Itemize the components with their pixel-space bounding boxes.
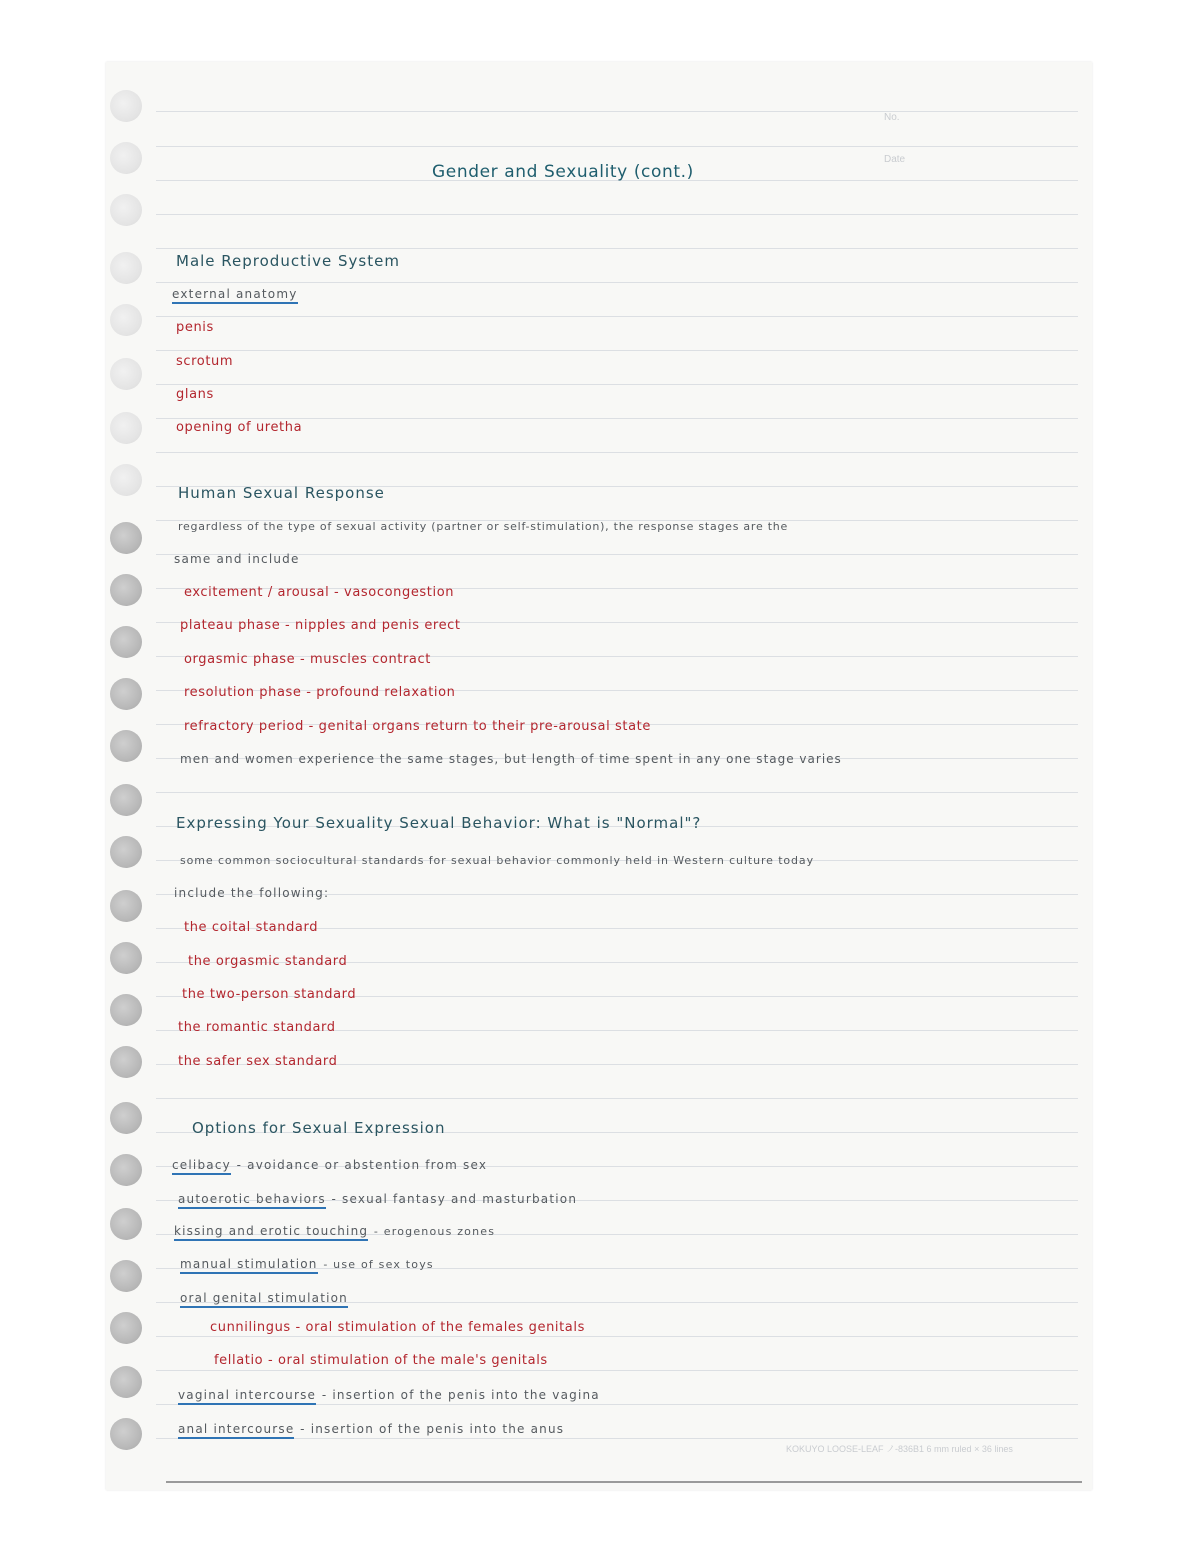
ruled-line <box>156 1370 1078 1371</box>
binder-hole <box>110 574 142 606</box>
binder-hole <box>110 890 142 922</box>
date-label: Date <box>884 154 906 165</box>
option-row-celibacy <box>172 1154 487 1173</box>
binder-hole <box>110 1260 142 1292</box>
desc-kissing: - erogenous zones <box>373 1225 496 1238</box>
normal-intro-line2: include the following: <box>174 886 330 900</box>
list-item: penis <box>176 320 214 335</box>
list-item: resolution phase - profound relaxation <box>184 685 456 700</box>
ruled-line <box>156 350 1078 351</box>
section-heading-sexual-response: Human Sexual Response <box>178 484 385 502</box>
ruled-line <box>156 146 1078 147</box>
ruled-line <box>156 111 1078 112</box>
binder-hole <box>110 412 142 444</box>
list-item: the romantic standard <box>178 1020 336 1035</box>
option-row-vaginal <box>178 1384 600 1403</box>
list-item: opening of uretha <box>176 420 303 435</box>
binder-hole <box>110 358 142 390</box>
ruled-line <box>156 384 1078 385</box>
desc-anal: - insertion of the penis into the anus <box>300 1422 565 1436</box>
list-item: refractory period - genital organs return to their pre-arousal state <box>184 719 651 734</box>
list-item: the safer sex standard <box>178 1054 338 1069</box>
list-item: the two-person standard <box>182 987 357 1002</box>
option-fellatio: fellatio - oral stimulation of the male's genitals <box>214 1353 548 1368</box>
option-row-kissing <box>174 1220 495 1239</box>
ruled-line <box>156 418 1078 419</box>
binder-hole <box>110 522 142 554</box>
no-label: No. <box>884 112 900 123</box>
list-item: excitement / arousal - vasocongestion <box>184 585 455 600</box>
paper-footer: KOKUYO LOOSE-LEAF ノ-836B1 6 mm ruled × 36 lines <box>786 1444 1013 1454</box>
term-celibacy: celibacy <box>172 1158 231 1175</box>
desc-autoerotic: - sexual fantasy and masturbation <box>331 1192 578 1206</box>
binder-hole <box>110 90 142 122</box>
page-bottom-edge <box>166 1481 1082 1483</box>
list-item: plateau phase - nipples and penis erect <box>180 618 461 633</box>
binder-hole <box>110 836 142 868</box>
option-row-autoerotic <box>178 1188 577 1207</box>
binder-hole <box>110 626 142 658</box>
term-autoerotic: autoerotic behaviors <box>178 1192 326 1209</box>
binder-hole <box>110 1208 142 1240</box>
term-vaginal: vaginal intercourse <box>178 1388 316 1405</box>
response-intro-line1: regardless of the type of sexual activity (partner or self-stimulation), the response stages are the <box>178 520 789 533</box>
ruled-line <box>156 1098 1078 1099</box>
binder-hole <box>110 678 142 710</box>
ruled-line <box>156 316 1078 317</box>
option-row-oral <box>180 1287 348 1306</box>
term-kissing: kissing and erotic touching <box>174 1224 368 1241</box>
response-intro-line2: same and include <box>174 552 300 566</box>
term-manual: manual stimulation <box>180 1257 318 1274</box>
notebook-page <box>106 62 1092 1490</box>
binder-hole <box>110 994 142 1026</box>
ruled-line <box>156 214 1078 215</box>
normal-intro-line1: some common sociocultural standards for sexual behavior commonly held in Western culture today <box>180 854 814 867</box>
ruled-line <box>156 1438 1078 1439</box>
binder-hole <box>110 142 142 174</box>
list-item: the orgasmic standard <box>188 954 348 969</box>
option-row-manual <box>180 1253 434 1272</box>
list-item: glans <box>176 387 214 402</box>
option-cunnilingus: cunnilingus - oral stimulation of the females genitals <box>210 1320 585 1335</box>
binder-hole <box>110 464 142 496</box>
binder-hole <box>110 1046 142 1078</box>
binder-hole <box>110 784 142 816</box>
binder-hole <box>110 304 142 336</box>
page-title: Gender and Sexuality (cont.) <box>432 162 694 182</box>
ruled-line <box>156 792 1078 793</box>
section-heading-male-reproductive: Male Reproductive System <box>176 252 400 270</box>
binder-hole <box>110 1418 142 1450</box>
binder-hole <box>110 1312 142 1344</box>
binder-hole <box>110 1366 142 1398</box>
binder-hole <box>110 942 142 974</box>
response-note: men and women experience the same stages, but length of time spent in any one stage varies <box>180 752 842 766</box>
desc-celibacy: - avoidance or abstention from sex <box>236 1158 488 1172</box>
binder-hole <box>110 194 142 226</box>
binder-hole <box>110 1154 142 1186</box>
ruled-line <box>156 248 1078 249</box>
ruled-line <box>156 282 1078 283</box>
list-item: the coital standard <box>184 920 319 935</box>
binder-hole <box>110 1102 142 1134</box>
list-item: scrotum <box>176 354 234 369</box>
list-item: orgasmic phase - muscles contract <box>184 652 431 667</box>
binder-hole <box>110 252 142 284</box>
subheading-external-anatomy: external anatomy <box>172 287 298 304</box>
ruled-line <box>156 452 1078 453</box>
desc-vaginal: - insertion of the penis into the vagina <box>321 1388 600 1402</box>
term-oral: oral genital stimulation <box>180 1291 348 1308</box>
option-row-anal <box>178 1418 564 1437</box>
section-heading-normal: Expressing Your Sexuality Sexual Behavior: What is "Normal"? <box>176 814 702 832</box>
term-anal: anal intercourse <box>178 1422 294 1439</box>
section-heading-options: Options for Sexual Expression <box>192 1119 446 1137</box>
binder-hole <box>110 730 142 762</box>
ruled-line <box>156 1336 1078 1337</box>
desc-manual: - use of sex toys <box>323 1258 434 1271</box>
